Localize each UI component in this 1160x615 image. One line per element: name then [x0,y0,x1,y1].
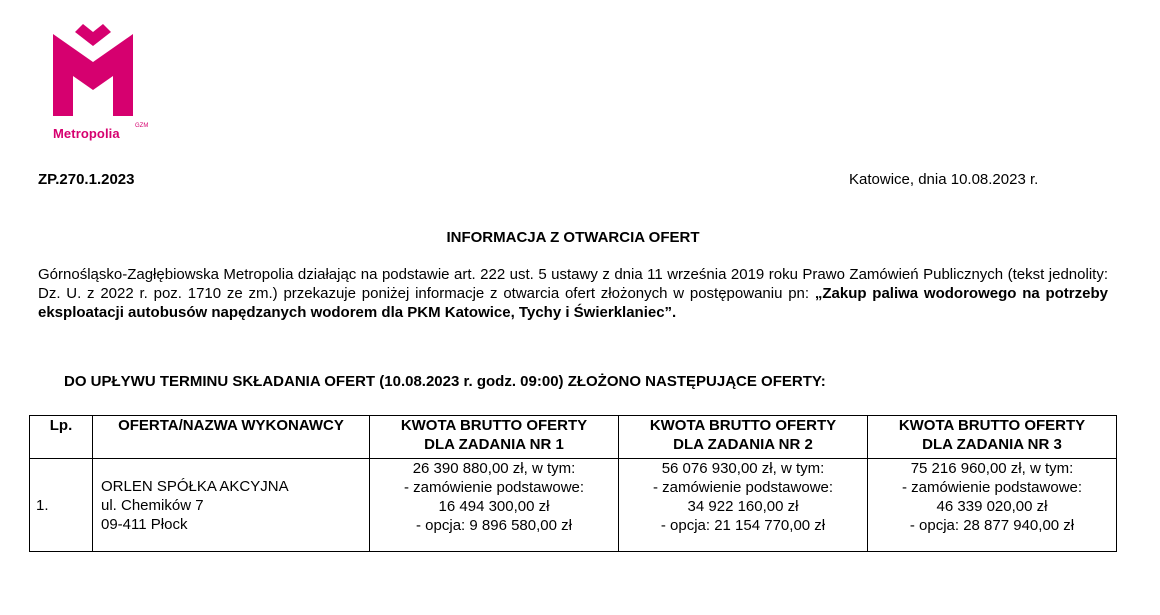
task-1-amount-cell: 26 390 880,00 zł, w tym: - zamówienie podstawowe: 16 494 300,00 zł - opcja: 9 896 580,00 zł [370,459,619,552]
row-lp: 1. [30,459,93,552]
header-lp: Lp. [30,416,93,459]
place-and-date: Katowice, dnia 10.08.2023 r. [849,171,1039,188]
task-2-amount-cell: 56 076 930,00 zł, w tym: - zamówienie podstawowe: 34 922 160,00 zł - opcja: 21 154 770,00 zł [619,459,868,552]
header-task-3: KWOTA BRUTTO OFERTY DLA ZADANIA NR 3 [868,416,1117,459]
logo-wordmark: Metropolia [53,126,120,141]
contractor-street: ul. Chemików 7 [101,496,204,514]
document-reference: ZP.270.1.2023 [38,171,135,188]
procurement-subject: „Zakup paliwa wodorowego na potrzeby eksploatacji autobusów napędzanych wodorem dla PKM Katowice, Tychy i Świerklaniec”. [38,285,1108,321]
contractor-city: 09-411 Płock [101,515,188,533]
logo-superscript: GZM [135,123,149,129]
document-title: INFORMACJA Z OTWARCIA OFERT [446,229,700,246]
header-task-2: KWOTA BRUTTO OFERTY DLA ZADANIA NR 2 [619,416,868,459]
intro-paragraph [38,265,1108,322]
table-row [30,459,1117,552]
deadline-note: DO UPŁYWU TERMINU SKŁADANIA OFERT (10.08.2023 r. godz. 09:00) ZŁOŻONO NASTĘPUJĄCE OFERTY: [64,373,826,390]
contractor-name: ORLEN SPÓŁKA AKCYJNA [101,477,289,495]
header-task-1: KWOTA BRUTTO OFERTY DLA ZADANIA NR 1 [370,416,619,459]
offers-table [29,415,1117,552]
intro-text: Górnośląsko-Zagłębiowska Metropolia działając na podstawie art. 222 ust. 5 ustawy z dnia 11 września 2019 roku Prawo Zamówień Publicznych (tekst jednolity: Dz. U. z 2022 r. poz. 1710 ze zm.) przekazuje poniżej informacje z otwarcia ofert złożonych w postępowaniu pn: [38,266,1108,302]
contractor-cell [93,459,370,552]
header-contractor: OFERTA/NAZWA WYKONAWCY [93,416,370,459]
task-3-amount-cell: 75 216 960,00 zł, w tym: - zamówienie podstawowe: 46 339 020,00 zł - opcja: 28 877 940,00 zł [868,459,1117,552]
table-header-row [30,416,1117,459]
metropolia-logo [50,22,150,147]
metropolia-m-icon [53,22,133,118]
